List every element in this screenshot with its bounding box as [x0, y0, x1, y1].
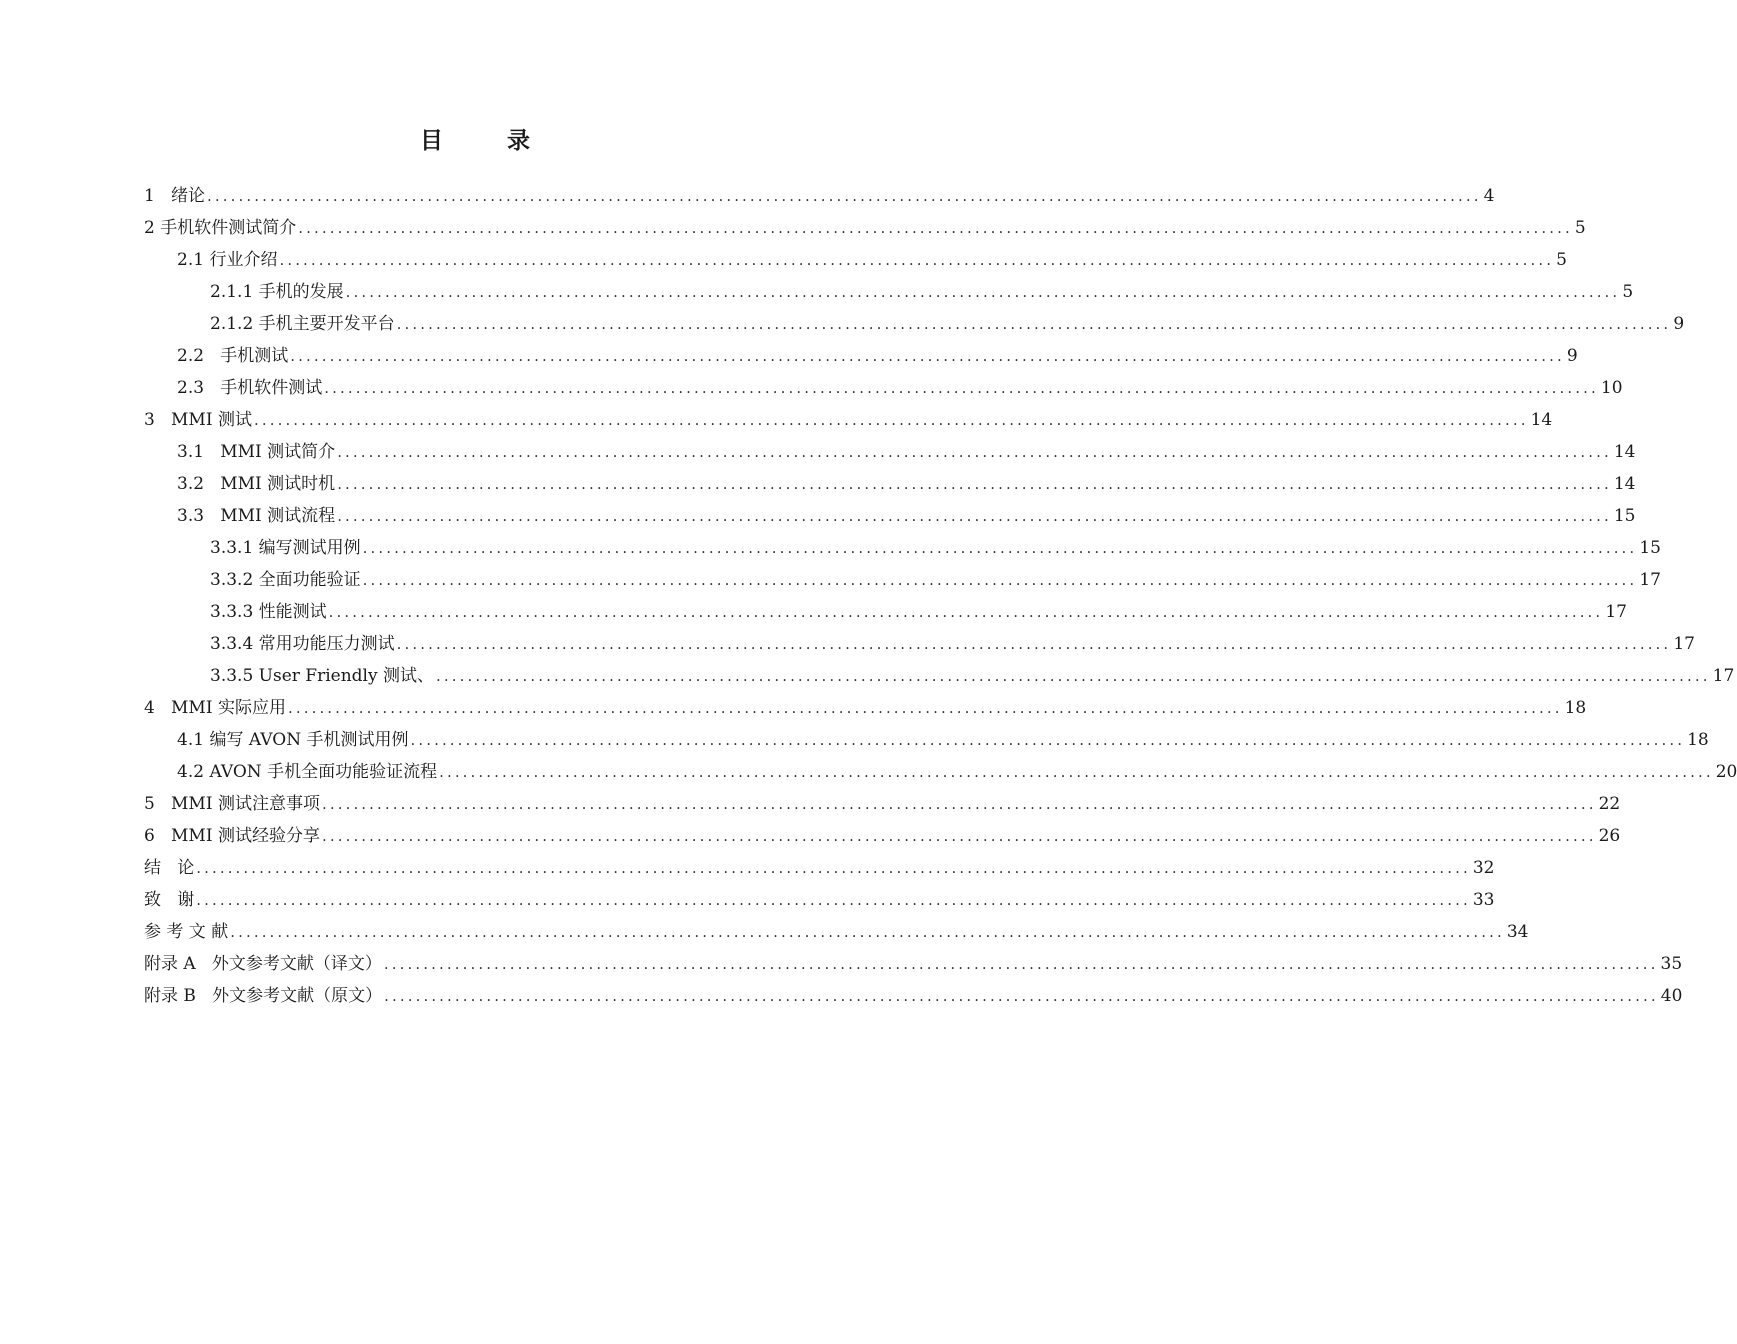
toc-entry[interactable] — [144, 820, 1621, 852]
toc-entry[interactable] — [144, 692, 1587, 724]
toc-entry-page: 26 — [1598, 826, 1621, 846]
toc-entry-page: 4 — [1483, 186, 1495, 206]
toc-entry-page: 35 — [1660, 954, 1683, 974]
toc-entry[interactable] — [144, 404, 1553, 436]
toc-entry-page: 10 — [1600, 378, 1623, 398]
toc-entry[interactable] — [144, 852, 1495, 884]
toc-entry-label: 6 MMI 测试经验分享 — [144, 826, 320, 846]
toc-entry-label: 结 论 — [144, 858, 195, 878]
toc-entry[interactable] — [144, 212, 1586, 244]
toc-entry-label: 5 MMI 测试注意事项 — [144, 794, 320, 814]
toc-entry[interactable] — [144, 340, 1578, 372]
toc-dot-leader: .................................................................................................................................................................. — [287, 699, 1563, 717]
toc-entry-page: 32 — [1472, 858, 1495, 878]
toc-entry-label: 2.3 手机软件测试 — [177, 378, 323, 398]
toc-dot-leader: .................................................................................................................................................................. — [396, 635, 1672, 653]
toc-dot-leader: .................................................................................................................................................................. — [328, 603, 1604, 621]
toc-entry-page: 9 — [1566, 346, 1578, 366]
toc-dot-leader: .................................................................................................................................................................. — [324, 379, 1599, 397]
toc-entry-label: 2.1.2 手机主要开发平台 — [210, 314, 395, 334]
toc-entry-label: 参 考 文 献 — [144, 922, 229, 942]
toc-dot-leader: .................................................................................................................................................................. — [279, 251, 1555, 269]
toc-title: 目 录 — [419, 128, 558, 154]
toc-entry-label: 附录 A 外文参考文献（译文） — [144, 954, 382, 974]
toc-dot-leader: .................................................................................................................................................................. — [436, 667, 1711, 685]
toc-entry-label: 3.2 MMI 测试时机 — [177, 474, 336, 494]
toc-entry[interactable] — [144, 244, 1567, 276]
toc-entry-page: 5 — [1622, 282, 1634, 302]
toc-entry-page: 14 — [1530, 410, 1553, 430]
toc-entry-label: 2.1 行业介绍 — [177, 250, 278, 270]
toc-entry-page: 33 — [1472, 890, 1495, 910]
toc-entry[interactable] — [144, 660, 1735, 692]
toc-entry-page: 14 — [1613, 442, 1636, 462]
toc-entry[interactable] — [144, 180, 1495, 212]
toc-entry-label: 2.1.1 手机的发展 — [210, 282, 344, 302]
toc-entry-label: 3.3.2 全面功能验证 — [210, 570, 361, 590]
toc-dot-leader: .................................................................................................................................................................. — [196, 891, 1471, 909]
toc-entry-label: 2.2 手机测试 — [177, 346, 289, 366]
toc-entry-label: 4.2 AVON 手机全面功能验证流程 — [177, 762, 438, 782]
toc-dot-leader: .................................................................................................................................................................. — [230, 923, 1505, 941]
toc-entry-page: 17 — [1605, 602, 1627, 622]
toc-dot-leader: .................................................................................................................................................................. — [362, 571, 1638, 589]
toc-entry[interactable] — [144, 724, 1709, 756]
toc-dot-leader: .................................................................................................................................................................. — [196, 859, 1471, 877]
toc-entry-page: 17 — [1673, 634, 1695, 654]
toc-dot-leader: .................................................................................................................................................................. — [321, 795, 1597, 813]
toc-dot-leader: .................................................................................................................................................................. — [298, 219, 1573, 237]
toc-entry-label: 4 MMI 实际应用 — [144, 698, 286, 718]
toc-entry-page: 15 — [1613, 506, 1636, 526]
toc-entry-label: 3.3.3 性能测试 — [210, 602, 327, 622]
toc-dot-leader: .................................................................................................................................................................. — [337, 475, 1612, 493]
toc-entry-label: 4.1 编写 AVON 手机测试用例 — [177, 730, 409, 750]
toc-entry[interactable] — [144, 468, 1636, 500]
toc-entry-page: 17 — [1639, 570, 1661, 590]
toc-dot-leader: .................................................................................................................................................................. — [345, 283, 1621, 301]
toc-entry[interactable] — [144, 788, 1621, 820]
toc-entry-label: 3.3.5 User Friendly 测试、 — [210, 666, 434, 686]
toc-entry[interactable] — [144, 596, 1627, 628]
toc-dot-leader: .................................................................................................................................................................. — [396, 315, 1672, 333]
toc-entry-page: 40 — [1660, 986, 1683, 1006]
toc-dot-leader: .................................................................................................................................................................. — [383, 955, 1659, 973]
toc-entry[interactable] — [144, 276, 1634, 308]
toc-entry-label: 3.1 MMI 测试简介 — [177, 442, 336, 462]
toc-entry-page: 34 — [1506, 922, 1529, 942]
toc-entry-page: 18 — [1564, 698, 1587, 718]
toc-entry[interactable] — [144, 372, 1623, 404]
toc-list — [144, 180, 1737, 1012]
toc-dot-leader: .................................................................................................................................................................. — [362, 539, 1638, 557]
toc-dot-leader: .................................................................................................................................................................. — [337, 507, 1612, 525]
toc-entry-label: 2 手机软件测试简介 — [144, 218, 297, 238]
toc-dot-leader: .................................................................................................................................................................. — [207, 187, 1482, 205]
toc-entry-label: 3.3.1 编写测试用例 — [210, 538, 361, 558]
toc-entry-page: 9 — [1673, 314, 1685, 334]
toc-entry[interactable] — [144, 628, 1695, 660]
toc-entry-page: 14 — [1613, 474, 1636, 494]
toc-entry-label: 1 绪论 — [144, 186, 206, 206]
toc-dot-leader: .................................................................................................................................................................. — [290, 347, 1565, 365]
toc-entry[interactable] — [144, 756, 1737, 788]
toc-entry-page: 22 — [1598, 794, 1621, 814]
toc-dot-leader: .................................................................................................................................................................. — [321, 827, 1597, 845]
toc-entry-page: 5 — [1574, 218, 1586, 238]
toc-entry-page: 15 — [1639, 538, 1661, 558]
toc-dot-leader: .................................................................................................................................................................. — [439, 763, 1714, 781]
toc-entry-page: 18 — [1687, 730, 1709, 750]
toc-entry-label: 附录 B 外文参考文献（原文） — [144, 986, 383, 1006]
toc-entry[interactable] — [144, 948, 1683, 980]
toc-entry-label: 3 MMI 测试 — [144, 410, 252, 430]
toc-entry-page: 20 — [1715, 762, 1737, 782]
toc-entry-label: 3.3 MMI 测试流程 — [177, 506, 336, 526]
toc-entry[interactable] — [144, 980, 1683, 1012]
toc-dot-leader: .................................................................................................................................................................. — [253, 411, 1529, 429]
toc-entry[interactable] — [144, 532, 1661, 564]
toc-entry-label: 3.3.4 常用功能压力测试 — [210, 634, 395, 654]
toc-entry-page: 17 — [1712, 666, 1735, 686]
toc-entry[interactable] — [144, 500, 1636, 532]
toc-dot-leader: .................................................................................................................................................................. — [384, 987, 1659, 1005]
toc-entry[interactable] — [144, 916, 1529, 948]
toc-entry[interactable] — [144, 436, 1636, 468]
toc-entry-label: 致 谢 — [144, 890, 195, 910]
toc-entry[interactable] — [144, 564, 1661, 596]
toc-entry-page: 5 — [1556, 250, 1567, 270]
toc-dot-leader: .................................................................................................................................................................. — [337, 443, 1612, 461]
toc-dot-leader: .................................................................................................................................................................. — [410, 731, 1686, 749]
toc-entry[interactable] — [144, 308, 1685, 340]
toc-entry[interactable] — [144, 884, 1495, 916]
